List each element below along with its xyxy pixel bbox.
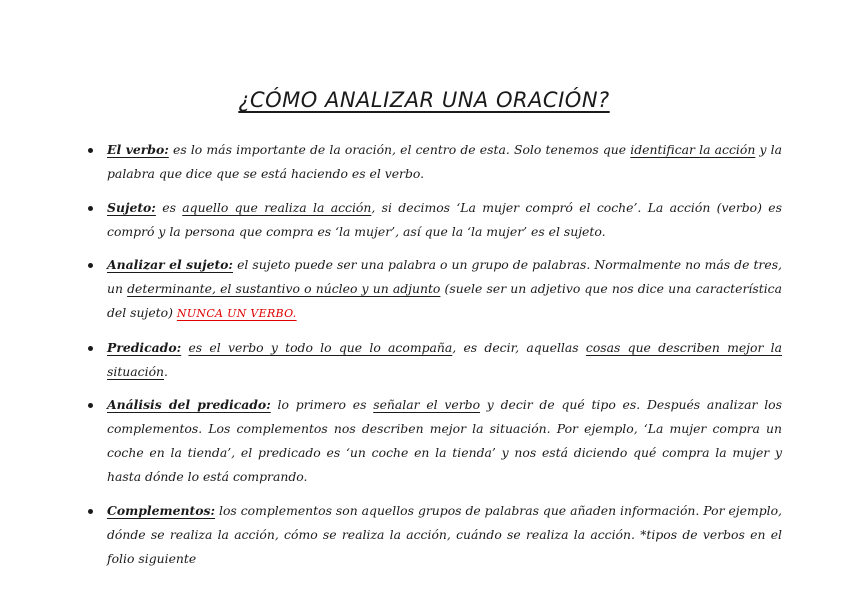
warning-highlight: NUNCA UN VERBO. [176,307,297,320]
item-text: , es decir, aquellas [452,339,586,355]
item-text: . [164,363,168,379]
item-text: , si decimos ‘La mujer compró el coche’. La acción (verbo) es compró y la persona que compra es ‘la mujer’, así que la ‘la mujer’ es el sujeto. [107,199,782,239]
page-title: ¿CÓMO ANALIZAR UNA ORACIÓN? [238,88,610,112]
item-text: (suele ser un adjetivo que nos dice una característica del sujeto) [107,281,782,320]
bullet-icon [88,206,93,211]
list-item-complementos [88,499,782,571]
term-predicado: Predicado: [107,339,182,355]
term-verbo: El verbo: [107,142,169,157]
bullet-icon [88,403,93,408]
term-analizar-sujeto: Analizar el sujeto: [107,257,234,272]
bullet-icon [88,509,93,514]
item-text: lo primero es [277,397,374,412]
item-text: y la palabra que dice que se está haciendo es el verbo. [107,142,782,181]
item-text-underlined: es el verbo y todo lo que lo acompaña [188,339,453,355]
term-analisis-predicado: Análisis del predicado: [107,397,271,412]
item-text: y decir de qué tipo es. Después analizar los complementos. Los complementos nos describen mejor la situación. Por ejemplo, ‘La mujer compra un coche en la tienda’, el predicado es ‘un coche en la tienda’ y nos está diciendo qué compra la mujer y hasta dónde lo está comprando. [107,397,782,484]
list-item-analizar-sujeto [88,253,782,326]
item-text: es [162,199,183,215]
item-text-underlined: determinante, el sustantivo o núcleo y un adjunto [127,281,441,296]
bullet-icon [88,148,93,153]
item-text-underlined: identificar la acción [630,142,756,157]
item-text-underlined: cosas que describen mejor la situación [107,339,783,379]
bullet-list [88,138,782,580]
item-text: el sujeto puede ser una palabra o un grupo de palabras. Normalmente no más de tres, un [107,257,782,296]
list-item-analisis-predicado [88,393,782,489]
list-item-predicado [88,336,782,384]
item-text: es lo más importante de la oración, el centro de esta. Solo tenemos que [172,142,631,157]
term-complementos: Complementos: [107,502,216,518]
bullet-icon [88,346,93,351]
list-item-sujeto [88,196,782,244]
bullet-icon [88,263,93,268]
term-sujeto: Sujeto: [107,199,156,215]
item-text-underlined: señalar el verbo [373,397,481,412]
item-text-underlined: aquello que realiza la acción [182,199,372,215]
list-item-verbo [88,138,782,186]
item-text: los complementos son aquellos grupos de palabras que añaden información. Por ejemplo, dónde se realiza la acción, cómo se realiza la acción, cuándo se realiza la acción. *tipos de verbos en el folio siguiente [107,502,782,566]
